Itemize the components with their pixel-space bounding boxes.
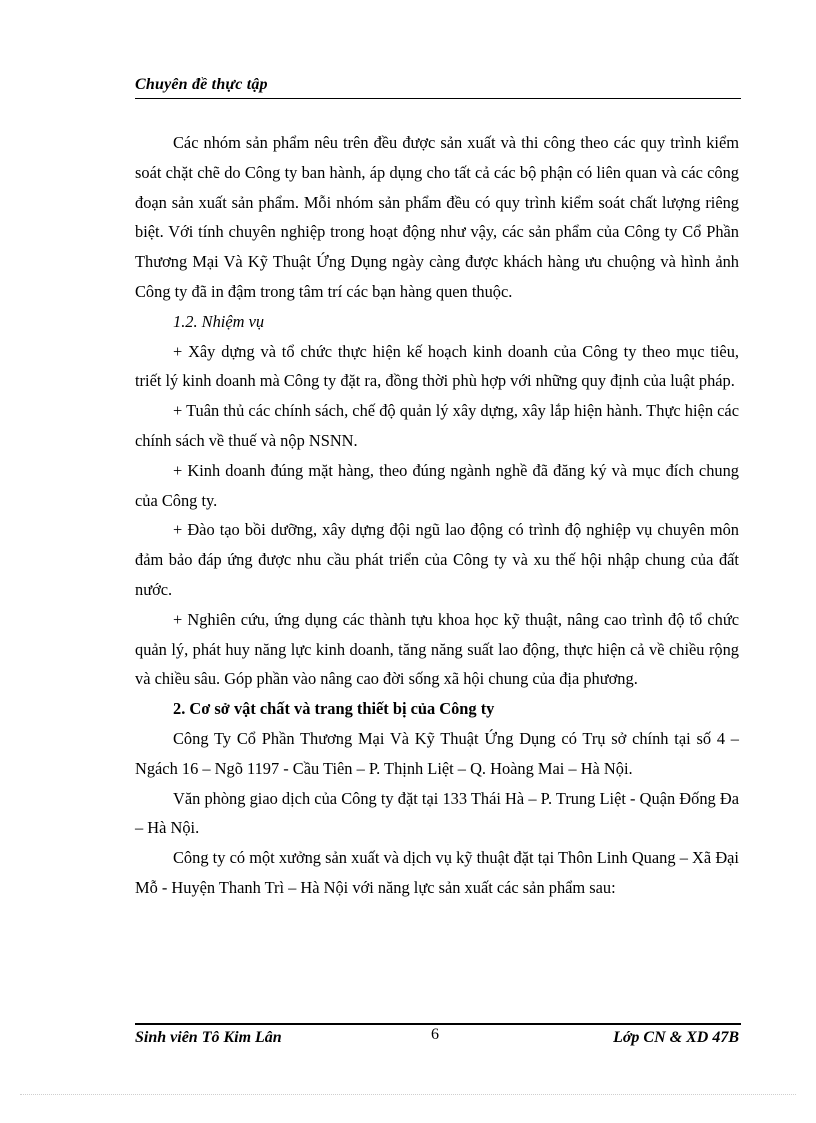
page-footer [135, 1023, 741, 1051]
header-title: Chuyên đề thực tập [135, 76, 268, 93]
paragraph-intro: Các nhóm sản phẩm nêu trên đều được sản xuất và thi công theo các quy trình kiểm soát chặt chẽ do Công ty ban hành, áp dụng cho tất cả các bộ phận có liên quan và các công đoạn sản xuất sản phẩm. Mỗi nhóm sản phẩm đều có quy trình kiểm soát chất lượng riêng biệt. Với tính chuyên nghiệp trong hoạt động như vậy, các sản phẩm của Công ty Cổ Phần Thương Mại Và Kỹ Thuật Ứng Dụng ngày càng được khách hàng ưu chuộng và hình ảnh Công ty đã in đậm trong tâm trí các bạn hàng quen thuộc. [135, 133, 739, 301]
paragraph-headquarters: Công Ty Cổ Phần Thương Mại Và Kỹ Thuật Ứng Dụng có Trụ sở chính tại số 4 – Ngách 16 – Ngõ 1197 - Cầu Tiên – P. Thịnh Liệt – Q. Hoàng Mai – Hà Nội. [135, 728, 739, 778]
footer-class-label: Lớp CN & XD 47B [613, 1029, 739, 1046]
paragraph-task-2: + Tuân thủ các chính sách, chế độ quản lý xây dựng, xây lắp hiện hành. Thực hiện các chính sách về thuế và nộp NSNN. [135, 401, 739, 450]
section-heading-facilities: 2. Cơ sở vật chất và trang thiết bị của Công ty [173, 699, 495, 719]
body-text [135, 128, 739, 903]
paragraph-task-5: + Nghiên cứu, ứng dụng các thành tựu khoa học kỹ thuật, nâng cao trình độ tổ chức quản lý, phát huy năng lực kinh doanh, tăng năng suất lao động, thực hiện cả về chiều rộng và chiều sâu. Góp phần vào nâng cao đời sống xã hội chung của địa phương. [135, 609, 739, 689]
paragraph-workshop: Công ty có một xưởng sản xuất và dịch vụ kỹ thuật đặt tại Thôn Linh Quang – Xã Đại Mỗ - Huyện Thanh Trì – Hà Nội với năng lực sản xuất các sản phẩm sau: [135, 848, 739, 897]
paragraph-task-3: + Kinh doanh đúng mặt hàng, theo đúng ngành nghề đã đăng ký và mục đích chung của Công ty. [135, 460, 739, 510]
footer-student-name: Sinh viên Tô Kim Lân [135, 1029, 282, 1046]
paragraph-office: Văn phòng giao dịch của Công ty đặt tại 133 Thái Hà – P. Trung Liệt - Quận Đống Đa – Hà Nội. [135, 788, 739, 838]
subheading-tasks: 1.2. Nhiệm vụ [173, 311, 265, 331]
footer-page-number: 6 [431, 1026, 439, 1043]
paragraph-task-1: + Xây dựng và tổ chức thực hiện kế hoạch kinh doanh của Công ty theo mục tiêu, triết lý kinh doanh mà Công ty đặt ra, đồng thời phù hợp với những quy định của luật pháp. [135, 341, 739, 391]
paragraph-task-4: + Đào tạo bồi dưỡng, xây dựng đội ngũ lao động có trình độ nghiệp vụ chuyên môn đảm bảo đáp ứng được nhu cầu phát triển của Công ty và xu thế hội nhập chung của đất nước. [135, 520, 739, 599]
page-header [135, 74, 741, 99]
page-edge-divider [20, 1094, 796, 1095]
